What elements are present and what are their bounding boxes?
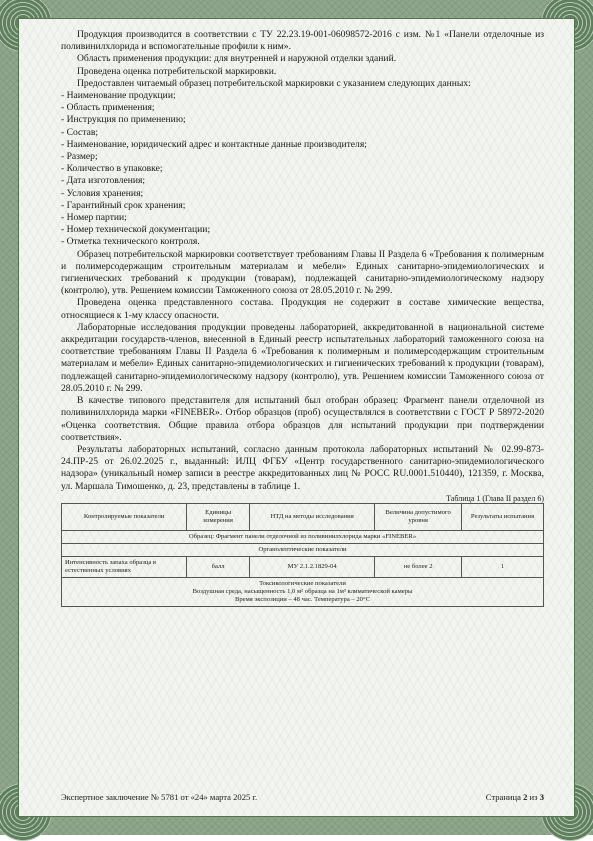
table-cell: не более 2 bbox=[375, 556, 462, 577]
table-cell: Интенсивность запаха образца в естественных условиях bbox=[62, 556, 187, 577]
table-header-cell: Величина допустимого уровня bbox=[375, 503, 462, 530]
page-current: 2 bbox=[523, 792, 528, 802]
table-header-row bbox=[62, 503, 544, 530]
list-item: - Инструкция по применению; bbox=[61, 114, 186, 126]
section-heading-cell bbox=[62, 577, 544, 606]
table-caption: Таблица 1 (Глава II раздел 6) bbox=[446, 493, 544, 503]
paragraph: Результаты лабораторных испытаний, согласно данным протокола лабораторных испытаний № 02.99-873-24.ПР-25 от 26.02.2025 г., выданный: ИЛЦ ФГБУ «Центр государственного санитарно-эпидемиологического надзора» (уникальный номер записи в реестре аккредитованных лиц № РОСС RU.0001.510440), 121359, г. Москва, ул. Маршала Тимошенко, д. 23, представлены в таблице 1. bbox=[61, 443, 544, 492]
table-cell: МУ 2.1.2.1829-04 bbox=[249, 556, 374, 577]
list-item: - Отметка технического контроля. bbox=[61, 236, 200, 248]
table-header-cell: НТД на методы исследования bbox=[249, 503, 374, 530]
list-item: - Размер; bbox=[61, 151, 98, 163]
table-header-cell: Результаты испытания bbox=[462, 503, 544, 530]
document-text bbox=[61, 29, 544, 493]
list-item: - Наименование, юридический адрес и контактные данные производителя; bbox=[61, 138, 367, 150]
marking-list bbox=[61, 90, 544, 249]
list-item: - Гарантийный срок хранения; bbox=[61, 199, 186, 211]
list-item: - Условия хранения; bbox=[61, 187, 144, 199]
section-line: Воздушная среда, насыщенность 1,0 м² образца на 1м³ климатической камеры bbox=[192, 587, 413, 595]
table-row bbox=[62, 530, 544, 543]
paragraph: Область применения продукции: для внутренней и наружной отделки зданий. bbox=[77, 53, 397, 65]
section-line: Время экспозиции – 48 час. Температура – 20°С bbox=[234, 595, 371, 603]
table-header-cell: Контролируемые показатели bbox=[62, 503, 187, 530]
results-table bbox=[61, 503, 544, 607]
list-item: - Наименование продукции; bbox=[61, 90, 176, 102]
page-footer bbox=[61, 792, 544, 802]
table-header-cell: Единицы измерения bbox=[187, 503, 250, 530]
page-total: 3 bbox=[539, 792, 544, 802]
paragraph: Проведена оценка представленного состава. Продукция не содержит в составе химические вещества, относящиеся к 1-му классу опасности. bbox=[61, 297, 544, 321]
paragraph: Образец потребительской маркировки соответствует требованиям Главы II Раздела 6 «Требования к полимерным и полимерсодержащим строительным материалам и мебели» Единых санитарно-эпидемиологических и гигиенических требований к продукции (товарам), подлежащей санитарно-эпидемиологическому надзору (контролю), утв. Решением комиссии Таможенного союза от 28.05.2010 г. № 299. bbox=[61, 248, 544, 297]
list-item: - Состав; bbox=[61, 126, 99, 138]
document-body bbox=[18, 18, 575, 817]
list-item: - Дата изготовления; bbox=[61, 175, 146, 187]
page-label: Страница bbox=[485, 792, 521, 802]
paragraph: В качестве типового представителя для испытаний был отобран образец: Фрагмент панели отделочной из поливинилхлорида марки «FINEBER». Отбор образцов (проб) осуществлялся в соответствии с ГОСТ Р 58972-2020 «Оценка соответствия. Общие правила отбора образцов для испытаний продукции при подтверждении соответствия». bbox=[61, 395, 544, 443]
page-sep: из bbox=[529, 792, 538, 802]
list-item: - Номер партии; bbox=[61, 212, 127, 224]
table-row bbox=[62, 577, 544, 606]
paragraph: Проведена оценка потребительской маркировки. bbox=[77, 65, 277, 77]
section-heading-cell: Органолептические показатели bbox=[62, 543, 544, 556]
section-line: Токсикологические показатели bbox=[259, 579, 346, 587]
list-item: - Номер технической документации; bbox=[61, 224, 211, 236]
sample-row-cell: Образец: Фрагмент панели отделочной из поливинилхлорида марки «FINEBER» bbox=[62, 530, 544, 543]
paragraph: Лабораторные исследования продукции проведены лабораторией, аккредитованной в национальной системе аккредитации государств-членов, внесенной в Единый реестр испытательных лабораторий таможенного союза на соответствие требованиям Главы II Раздела 6 «Требования к полимерным и полимерсодержащим строительным материалам и мебели» Единых санитарно-эпидемиологических и гигиенических требований к продукции (товарам), подлежащей санитарно-эпидемиологическому надзору (контролю), утв. Решением комиссии Таможенного союза от 28.05.2010 г. № 299. bbox=[61, 321, 544, 394]
table-row bbox=[62, 556, 544, 577]
table-cell: балл bbox=[187, 556, 250, 577]
page-number bbox=[486, 792, 544, 802]
paragraph: Предоставлен читаемый образец потребительской маркировки с указанием следующих данных: bbox=[77, 77, 471, 89]
table-row bbox=[62, 543, 544, 556]
list-item: - Область применения; bbox=[61, 102, 155, 114]
table-cell: 1 bbox=[462, 556, 544, 577]
expert-conclusion-ref: Экспертное заключение № 5781 от «24» марта 2025 г. bbox=[61, 792, 258, 802]
paragraph: Продукция производится в соответствии с ТУ 22.23.19-001-06098572-2016 с изм. №1 «Панели отделочные из поливинилхлорида и вспомогательные профили к ним». bbox=[61, 29, 544, 53]
list-item: - Количество в упаковке; bbox=[61, 163, 163, 175]
